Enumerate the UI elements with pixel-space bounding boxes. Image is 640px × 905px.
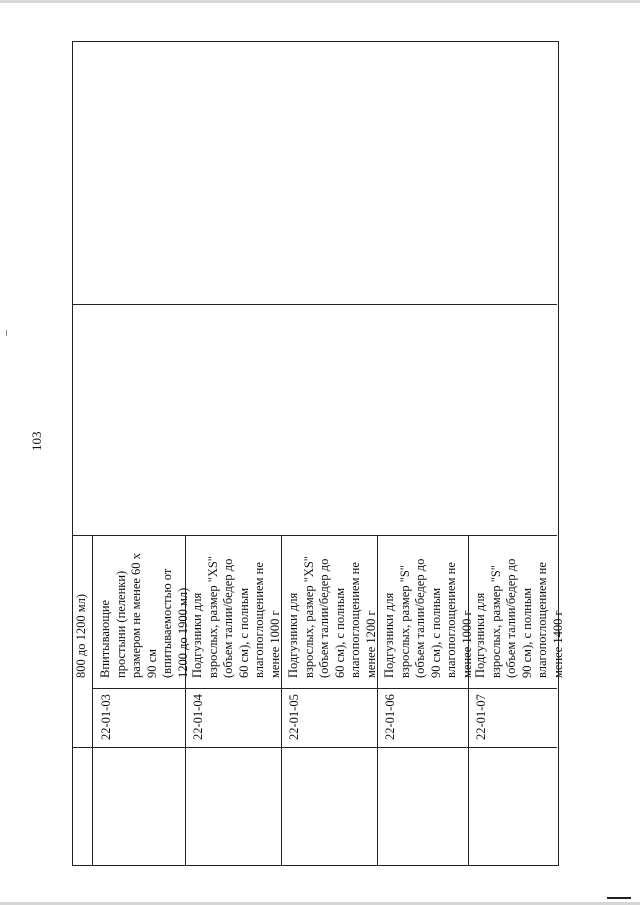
table-cell-description: Впитывающие простыни (пеленки) размером не менее 60 х 90 см (впитываемостью от 1200 до 1900 мл) [98, 553, 190, 678]
table-cell-code: 22-01-04 [191, 694, 205, 740]
table-cell-description: Подгузники для взрослых, размер "XS" (объем талии/бедер до 60 см), с полным влагопоглощением не менее 1200 г [286, 556, 378, 678]
table-cell-code: 22-01-07 [474, 694, 488, 740]
table-cell-code: 22-01-05 [287, 694, 301, 740]
table-cell-description: Подгузники для взрослых, размер "XS" (объем талии/бедер до 60 см), с полным влагопоглощением не менее 1000 г [190, 556, 282, 678]
table-cell-description: Подгузники для взрослых, размер "S" (объем талии/бедер до 90 см), с полным влагопоглощением не менее 1000 г [382, 558, 474, 678]
column-divider [72, 747, 557, 748]
table-cell-continuation: 800 до 1200 мл) [74, 593, 88, 678]
scan-edge-top [0, 0, 640, 3]
column-divider [72, 535, 557, 536]
column-divider [92, 688, 557, 689]
document-table [72, 41, 565, 866]
scan-mark-left [6, 330, 7, 336]
column-divider [72, 304, 557, 305]
table-cell-code: 22-01-06 [383, 694, 397, 740]
table-border [72, 41, 559, 866]
row-divider [92, 536, 93, 866]
table-cell-description: Подгузники для взрослых, размер "S" (объем талии/бедер до 90 см), с полным влагопоглощением не менее 1400 г [473, 558, 565, 678]
table-cell-code: 22-01-03 [99, 694, 113, 740]
page-number: 103 [29, 431, 44, 451]
scan-mark [607, 897, 631, 899]
